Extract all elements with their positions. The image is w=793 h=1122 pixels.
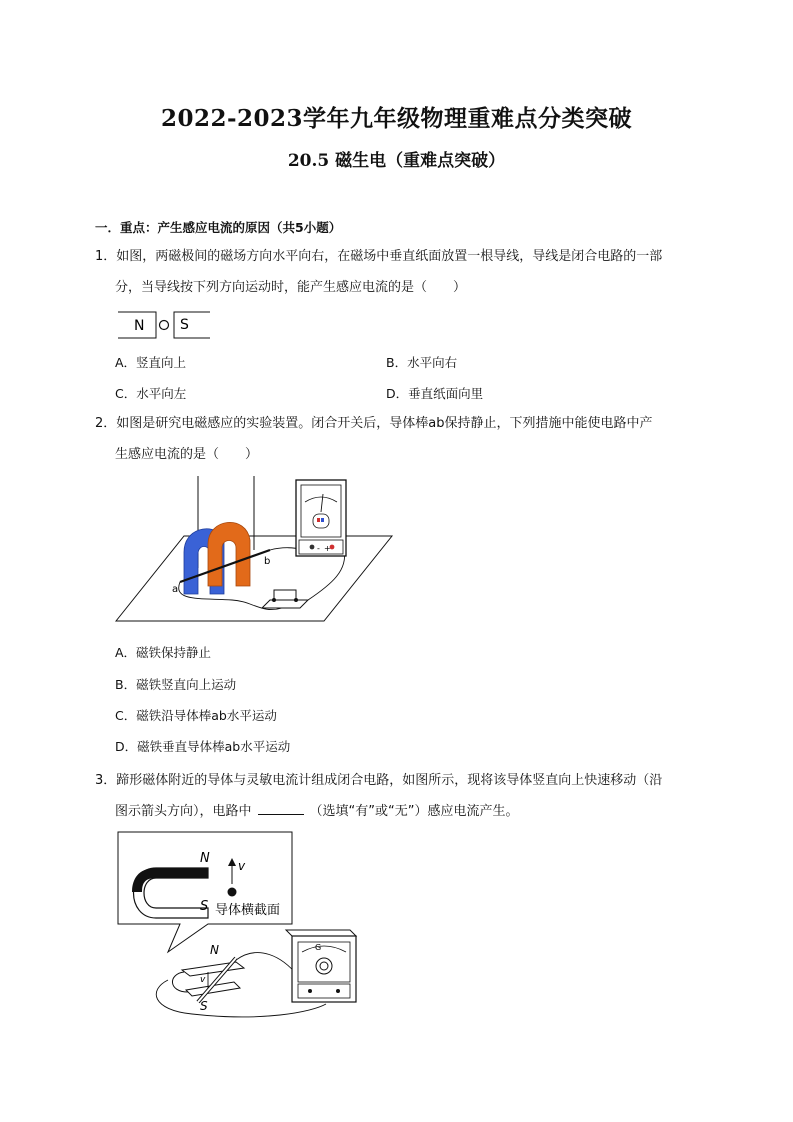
q3-answer-blank[interactable] xyxy=(258,802,304,815)
q1-option-d[interactable]: D．垂直纸面向里 xyxy=(386,386,484,401)
q3-stem-after: （选填“有”或“无”）感应电流产生。 xyxy=(309,804,519,819)
q3-n-label: N xyxy=(200,851,210,866)
q3-conductor-dot xyxy=(228,888,237,897)
q1-stem-line1: 1．如图，两磁极间的磁场方向水平向右，在磁场中垂直纸面放置一根导线，导线是闭合电路的一部 xyxy=(95,249,663,264)
q1-magnet-figure xyxy=(112,308,216,340)
q1-s-label: S xyxy=(180,317,189,333)
q2-label-a: a xyxy=(172,584,179,595)
q3-stem-before: 图示箭头方向），电路中 xyxy=(115,804,252,819)
section-heading: 一．重点：产生感应电流的原因（共5小题） xyxy=(95,220,342,235)
q3-v-label-small: v xyxy=(200,975,206,985)
q2-experiment-figure xyxy=(112,474,396,626)
q1-stem-line2: 分，当导线按下列方向运动时，能产生感应电流的是（ ） xyxy=(115,280,467,295)
page-subtitle: 20.5 磁生电（重难点突破） xyxy=(287,151,506,171)
q1-wire-cross-section xyxy=(160,321,169,330)
q3-s-label: S xyxy=(200,899,209,914)
q2-meter-minus: - xyxy=(317,544,320,553)
q3-stem-line2 xyxy=(115,796,725,827)
q3-section-label: 导体横截面 xyxy=(215,903,281,918)
q2-stem-line2: 生感应电流的是（ ） xyxy=(115,447,259,462)
q2-option-d[interactable]: D．磁铁垂直导体棒ab水平运动 xyxy=(115,739,291,754)
q3-s-label-small: S xyxy=(200,999,208,1013)
q2-option-a[interactable]: A．磁铁保持静止 xyxy=(115,645,212,660)
q1-option-a[interactable]: A．竖直向上 xyxy=(115,355,187,370)
q3-v-label: v xyxy=(238,859,246,873)
q2-label-b: b xyxy=(264,556,271,567)
q2-galvanometer xyxy=(296,480,346,556)
q1-option-b[interactable]: B．水平向右 xyxy=(386,355,458,370)
q3-experiment-figure xyxy=(112,826,364,1026)
q2-option-c[interactable]: C．磁铁沿导体棒ab水平运动 xyxy=(115,708,277,723)
page-title: 2022-2023学年九年级物理重难点分类突破 xyxy=(160,105,633,132)
q3-n-label-small: N xyxy=(210,943,219,957)
q3-galvanometer xyxy=(286,930,356,1002)
q1-n-label: N xyxy=(134,318,145,334)
q3-wire-top xyxy=(236,953,298,976)
q2-meter-plus: + xyxy=(324,544,331,553)
q2-option-b[interactable]: B．磁铁竖直向上运动 xyxy=(115,677,237,692)
q1-option-c[interactable]: C．水平向左 xyxy=(115,386,187,401)
q3-meter-g: G xyxy=(315,943,322,952)
q2-stem-line1: 2．如图是研究电磁感应的实验装置。闭合开关后，导体棒ab保持静止，下列措施中能使电路中产 xyxy=(95,416,653,431)
q3-stem-line1: 3．蹄形磁体附近的导体与灵敏电流计组成闭合电路，如图所示，现将该导体竖直向上快速移动（沿 xyxy=(95,773,663,788)
